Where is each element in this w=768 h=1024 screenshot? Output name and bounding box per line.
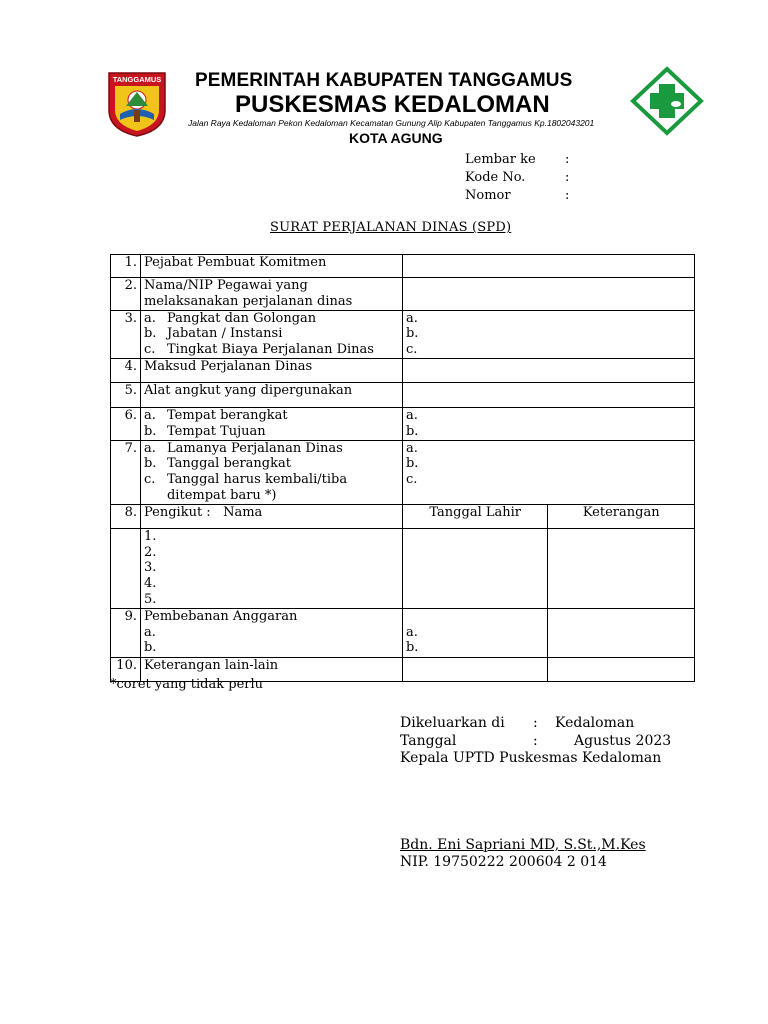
row-number: 3. bbox=[111, 310, 141, 358]
row-label: Maksud Perjalanan Dinas bbox=[140, 358, 402, 382]
table-row bbox=[111, 528, 695, 608]
table-row bbox=[111, 504, 695, 528]
follower-list: 1. 2. 3. 4. 5. bbox=[140, 528, 402, 608]
row-label bbox=[140, 310, 402, 358]
document-title: SURAT PERJALANAN DINAS (SPD) bbox=[270, 220, 512, 235]
table-row bbox=[111, 278, 695, 311]
header-puskesmas-name: PUSKESMAS KEDALOMAN bbox=[235, 91, 550, 118]
table-row bbox=[111, 382, 695, 407]
row-value-cell: a. b. c. bbox=[402, 310, 694, 358]
row-label: Pembebanan Anggaran a. b. bbox=[140, 608, 402, 657]
signer-position: Kepala UPTD Puskesmas Kedaloman bbox=[400, 750, 662, 766]
sub-item: b. Jabatan / Instansi bbox=[143, 326, 283, 342]
table-row bbox=[111, 358, 695, 382]
issued-place-row: Dikeluarkan di : Kedaloman bbox=[400, 715, 635, 731]
row-label: Pejabat Pembuat Komitmen bbox=[140, 255, 402, 278]
follower-notes-cell bbox=[548, 528, 695, 608]
column-header-name: Nama bbox=[223, 504, 263, 520]
signature-block bbox=[400, 715, 700, 768]
reference-sheet-row: Lembar ke : bbox=[465, 152, 570, 167]
header-address: Jalan Raya Kedaloman Pekon Kedaloman Kecamatan Gunung Alip Kabupaten Tanggamus Kp.1802043201 bbox=[188, 118, 595, 128]
row-value-cell bbox=[402, 278, 694, 311]
column-header-notes: Keterangan bbox=[548, 504, 695, 528]
row-value-cell bbox=[402, 382, 694, 407]
sub-item: c. Tanggal harus kembali/tiba ditempat baru *) bbox=[143, 472, 348, 503]
row-number: 10. bbox=[111, 657, 141, 681]
reference-block bbox=[465, 151, 575, 205]
issued-date-row: Tanggal : Agustus 2023 bbox=[400, 732, 672, 749]
sub-item: a. Pangkat dan Golongan bbox=[143, 310, 317, 326]
spd-form-table bbox=[110, 254, 695, 682]
row-number: 7. bbox=[111, 440, 141, 504]
row-value-cell: a. b. c. bbox=[402, 440, 694, 504]
row-value-cell bbox=[402, 255, 694, 278]
sub-item: c. Tingkat Biaya Perjalanan Dinas bbox=[143, 342, 374, 358]
column-header-birthdate: Tanggal Lahir bbox=[402, 504, 547, 528]
sub-item: a. Lamanya Perjalanan Dinas bbox=[143, 440, 343, 456]
sub-item: b. Tempat Tujuan bbox=[143, 423, 266, 439]
table-row bbox=[111, 310, 695, 358]
row-label: Pengikut : Nama bbox=[140, 504, 402, 528]
row-label bbox=[140, 440, 402, 504]
row-value-cell: a. b. bbox=[402, 608, 547, 657]
row-notes-cell bbox=[548, 657, 695, 681]
row-number: 4. bbox=[111, 358, 141, 382]
table-row bbox=[111, 407, 695, 440]
reference-number-row: Nomor : bbox=[465, 188, 570, 203]
row-number: 8. bbox=[111, 504, 141, 528]
row-number: 1. bbox=[111, 255, 141, 278]
table-row bbox=[111, 608, 695, 657]
row-number: 2. bbox=[111, 278, 141, 311]
row-number: 6. bbox=[111, 407, 141, 440]
svg-text:TANGGAMUS: TANGGAMUS bbox=[112, 75, 162, 84]
sub-item: b. Tanggal berangkat bbox=[143, 456, 291, 472]
reference-code-row: Kode No. : bbox=[465, 170, 570, 185]
signer-nip: NIP. 19750222 200604 2 014 bbox=[400, 854, 607, 870]
row-value-cell bbox=[402, 358, 694, 382]
row-number bbox=[111, 528, 141, 608]
row-value-cell bbox=[402, 657, 547, 681]
signer-name: Bdn. Eni Sapriani MD, S.St.,M.Kes bbox=[400, 837, 646, 853]
row-label: Nama/NIP Pegawai yang melaksanakan perjalanan dinas bbox=[140, 278, 402, 311]
header-government-name: PEMERINTAH KABUPATEN TANGGAMUS bbox=[195, 70, 573, 91]
sub-item: a. Tempat berangkat bbox=[143, 407, 288, 423]
row-label: Alat angkut yang dipergunakan bbox=[140, 382, 402, 407]
header-city: KOTA AGUNG bbox=[349, 130, 443, 146]
footnote: *coret yang tidak perlu bbox=[110, 677, 264, 692]
row-label: Keterangan lain-lain bbox=[140, 657, 402, 681]
row-value-cell: a. b. bbox=[402, 407, 694, 440]
follower-birthdate-cell bbox=[402, 528, 547, 608]
table-row bbox=[111, 440, 695, 504]
puskesmas-cross-logo bbox=[630, 66, 704, 136]
tanggamus-regency-logo bbox=[106, 70, 168, 138]
row-number: 5. bbox=[111, 382, 141, 407]
row-notes-cell bbox=[548, 608, 695, 657]
row-label bbox=[140, 407, 402, 440]
row-number: 9. bbox=[111, 608, 141, 657]
table-row bbox=[111, 255, 695, 278]
